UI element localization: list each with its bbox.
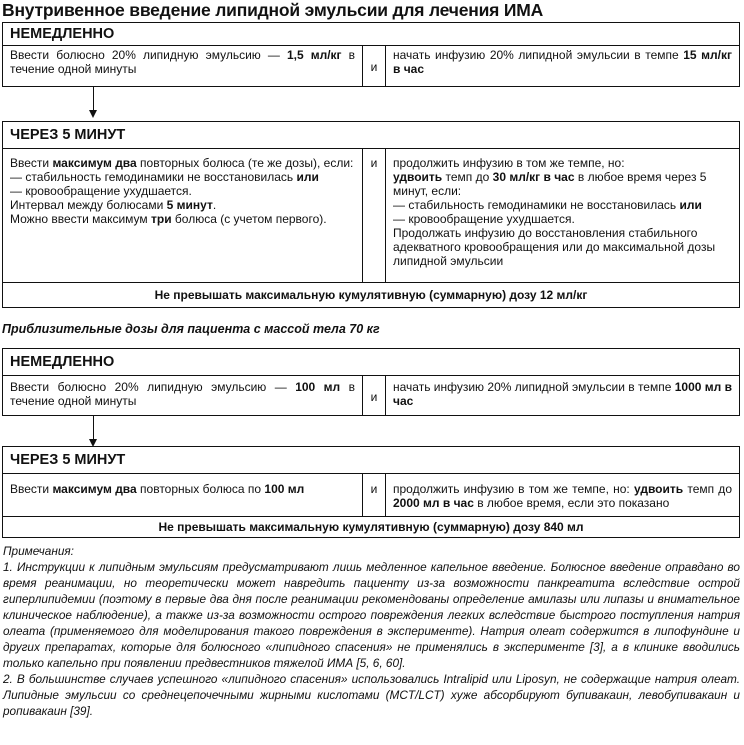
immediately-header: НЕМЕДЛЕННО	[2, 22, 740, 46]
flow-arrow-line	[93, 416, 94, 440]
repeat-bolus-instruction: Ввести максимум два повторных болюса по 100 мл	[10, 482, 305, 496]
immediately-header: НЕМЕДЛЕННО	[2, 348, 740, 376]
and-connector: и	[362, 149, 386, 282]
immediately-row	[2, 375, 740, 416]
and-connector: и	[362, 46, 386, 86]
notes	[3, 543, 740, 719]
infusion-instruction: начать инфузию 20% липидной эмульсии в темпе 15 мл/кг в час	[393, 48, 732, 76]
bolus-instruction: Ввести болюсно 20% липидную эмульсию — 1,5 мл/кг в течение одной минуты	[10, 48, 355, 76]
after-5-min-header: ЧЕРЕЗ 5 МИНУТ	[2, 446, 740, 474]
after-5-min-row	[2, 473, 740, 517]
after-5-min-header: ЧЕРЕЗ 5 МИНУТ	[2, 121, 740, 149]
flow-arrow-line	[93, 87, 94, 111]
note-2: 2. В большинстве случаев успешного «липидного спасения» использовались Intralipid или Liposyn, не содержащие натрия олеат. Липидные эмульсии со среднецепочечными жирными кислотами (MCT/LCT) хуже абсорбируют бупивакаин, левобупивакаин и ропивакаин [39].	[3, 672, 740, 718]
note-1: 1. Инструкции к липидным эмульсиям предусматривают лишь медленное капельное введение. Болюсное введение оправдано во время реанимации, но теоретически может навредить пациенту из-за возможности панкреатита вследствие острой гиперлипидемии (поэтому в первые два дня после реанимации рекомендованы определение амилазы или липазы и внимательное клиническое наблюдение), а также из-за возможности острого повреждения легких вследствие быстрого поступления натрия олеата (применяемого для моделирования такого повреждения в эксперименте). Натрия олеат содержится в липофундине и других препаратах, которые для болюсного «липидного спасения» не применялись в эксперименте [3], а в клинике вводились только капельно при появлении предвестников тяжелой ИМА [5, 6, 60].	[3, 560, 740, 670]
after-5-min-row	[2, 148, 740, 283]
and-connector: и	[362, 474, 386, 516]
max-dose-limit: Не превышать максимальную кумулятивную (суммарную) дозу 840 мл	[2, 516, 740, 538]
and-connector: и	[362, 376, 386, 415]
section-subtitle: Приблизительные дозы для пациента с массой тела 70 кг	[2, 322, 380, 336]
immediately-row	[2, 45, 740, 87]
page-title: Внутривенное введение липидной эмульсии для лечения ИМА	[2, 0, 544, 20]
max-dose-limit: Не превышать максимальную кумулятивную (суммарную) дозу 12 мл/кг	[2, 282, 740, 308]
continue-infusion-instruction: продолжить инфузию в том же темпе, но: удвоить темп до 30 мл/кг в час в любое время через 5 минут, если: — стабильность гемодинамики не восстановилась или — кровообращение ухудшается. Продолжать инфузию до восстановления стабильного адекватного кровообращения или до максимальной дозы липидной эмульсии	[393, 156, 716, 268]
infusion-instruction: начать инфузию 20% липидной эмульсии в темпе 1000 мл в час	[393, 380, 732, 408]
continue-infusion-instruction: продолжить инфузию в том же темпе, но: удвоить темп до 2000 мл в час в любое время, если это показано	[393, 482, 732, 510]
notes-heading: Примечания:	[3, 544, 74, 558]
bolus-instruction: Ввести болюсно 20% липидную эмульсию — 100 мл в течение одной минуты	[10, 380, 355, 408]
flow-arrow-head	[89, 110, 97, 118]
repeat-bolus-instruction: Ввести максимум два повторных болюса (те же дозы), если: — стабильность гемодинамики не восстановилась или — кровообращение ухудшается. Интервал между болюсами 5 минут. Можно ввести максимум три болюса (с учетом первого).	[10, 156, 354, 226]
